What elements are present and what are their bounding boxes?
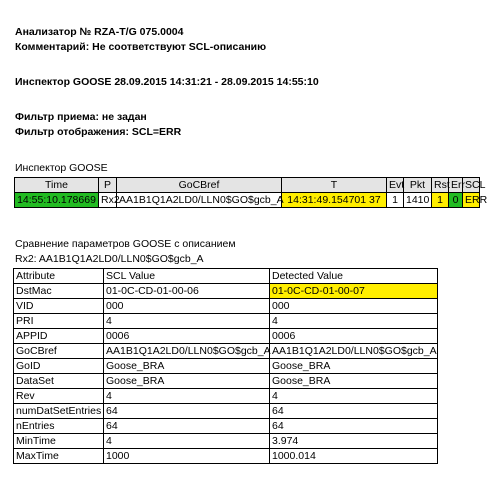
table-row[interactable] bbox=[14, 374, 438, 389]
cell-scl-value: Goose_BRA bbox=[104, 359, 270, 374]
cell-attribute: numDatSetEntries bbox=[14, 404, 104, 419]
cell-err: 0 bbox=[449, 193, 463, 208]
table-row[interactable] bbox=[14, 449, 438, 464]
cell-attribute: DstMac bbox=[14, 284, 104, 299]
col-evt: Evt bbox=[387, 178, 404, 193]
col-gocbref: GoCBref bbox=[117, 178, 282, 193]
col-scl-value: SCL Value bbox=[104, 269, 270, 284]
inspector-header-row bbox=[15, 178, 480, 193]
col-err: Err bbox=[449, 178, 463, 193]
cell-detected-value: AA1B1Q1A2LD0/LLN0$GO$gcb_A bbox=[270, 344, 438, 359]
comparison-subtitle: Rx2: AA1B1Q1A2LD0/LLN0$GO$gcb_A bbox=[15, 253, 204, 265]
cell-detected-value: Goose_BRA bbox=[270, 359, 438, 374]
cell-detected-value: 0006 bbox=[270, 329, 438, 344]
col-p: P bbox=[99, 178, 117, 193]
cell-scl-value: 4 bbox=[104, 434, 270, 449]
cell-scl: ERR bbox=[463, 193, 480, 208]
cell-pkt: 1410 bbox=[404, 193, 432, 208]
cell-detected-value: 01-0C-CD-01-00-07 bbox=[270, 284, 438, 299]
col-attribute: Attribute bbox=[14, 269, 104, 284]
cell-attribute: MaxTime bbox=[14, 449, 104, 464]
table-row[interactable] bbox=[14, 359, 438, 374]
cell-detected-value: 3.974 bbox=[270, 434, 438, 449]
table-row[interactable] bbox=[14, 389, 438, 404]
cell-scl-value: 64 bbox=[104, 404, 270, 419]
table-row[interactable] bbox=[14, 404, 438, 419]
cell-t: 14:31:49.154701 37 bbox=[282, 193, 387, 208]
cell-gocbref: AA1B1Q1A2LD0/LLN0$GO$gcb_A bbox=[117, 193, 282, 208]
table-row[interactable] bbox=[14, 299, 438, 314]
cell-scl-value: 4 bbox=[104, 314, 270, 329]
cell-detected-value: 64 bbox=[270, 404, 438, 419]
cell-detected-value: 64 bbox=[270, 419, 438, 434]
cell-p: Rx2 bbox=[99, 193, 117, 208]
cell-scl-value: 0006 bbox=[104, 329, 270, 344]
cell-rst: 1 bbox=[432, 193, 449, 208]
inspector-title: Инспектор GOOSE bbox=[15, 162, 108, 174]
cell-attribute: DataSet bbox=[14, 374, 104, 389]
analyzer-title: Анализатор № RZA-T/G 075.0004 bbox=[15, 26, 184, 38]
inspector-range: Инспектор GOOSE 28.09.2015 14:31:21 - 28.09.2015 14:55:10 bbox=[15, 76, 319, 88]
comparison-table bbox=[13, 268, 438, 464]
table-row[interactable] bbox=[14, 284, 438, 299]
cell-attribute: APPID bbox=[14, 329, 104, 344]
cell-attribute: VID bbox=[14, 299, 104, 314]
cell-scl-value: 64 bbox=[104, 419, 270, 434]
cell-evt: 1 bbox=[387, 193, 404, 208]
display-filter: Фильтр отображения: SCL=ERR bbox=[15, 126, 182, 138]
table-row[interactable] bbox=[14, 419, 438, 434]
comparison-header-row bbox=[14, 269, 438, 284]
table-row[interactable] bbox=[14, 344, 438, 359]
comment-line: Комментарий: Не соответствуют SCL-описанию bbox=[15, 41, 267, 53]
table-row[interactable] bbox=[15, 193, 480, 208]
cell-scl-value: AA1B1Q1A2LD0/LLN0$GO$gcb_A bbox=[104, 344, 270, 359]
cell-attribute: GoCBref bbox=[14, 344, 104, 359]
comparison-title: Сравнение параметров GOOSE с описанием bbox=[15, 238, 236, 250]
cell-detected-value: 1000.014 bbox=[270, 449, 438, 464]
cell-attribute: PRI bbox=[14, 314, 104, 329]
cell-detected-value: 4 bbox=[270, 314, 438, 329]
col-t: T bbox=[282, 178, 387, 193]
rx-filter: Фильтр приема: не задан bbox=[15, 111, 147, 123]
table-row[interactable] bbox=[14, 314, 438, 329]
cell-detected-value: 4 bbox=[270, 389, 438, 404]
cell-time: 14:55:10.178669 bbox=[15, 193, 99, 208]
table-row[interactable] bbox=[14, 434, 438, 449]
col-scl: SCL bbox=[463, 178, 480, 193]
cell-scl-value: 000 bbox=[104, 299, 270, 314]
table-row[interactable] bbox=[14, 329, 438, 344]
cell-scl-value: Goose_BRA bbox=[104, 374, 270, 389]
cell-detected-value: Goose_BRA bbox=[270, 374, 438, 389]
cell-attribute: nEntries bbox=[14, 419, 104, 434]
goose-inspector-table bbox=[14, 177, 488, 208]
cell-attribute: MinTime bbox=[14, 434, 104, 449]
cell-detected-value: 000 bbox=[270, 299, 438, 314]
cell-scl-value: 01-0C-CD-01-00-06 bbox=[104, 284, 270, 299]
col-rst: Rst bbox=[432, 178, 449, 193]
cell-attribute: GoID bbox=[14, 359, 104, 374]
cell-scl-value: 4 bbox=[104, 389, 270, 404]
cell-scl-value: 1000 bbox=[104, 449, 270, 464]
col-time: Time bbox=[15, 178, 99, 193]
col-pkt: Pkt bbox=[404, 178, 432, 193]
cell-attribute: Rev bbox=[14, 389, 104, 404]
col-detected-value: Detected Value bbox=[270, 269, 438, 284]
